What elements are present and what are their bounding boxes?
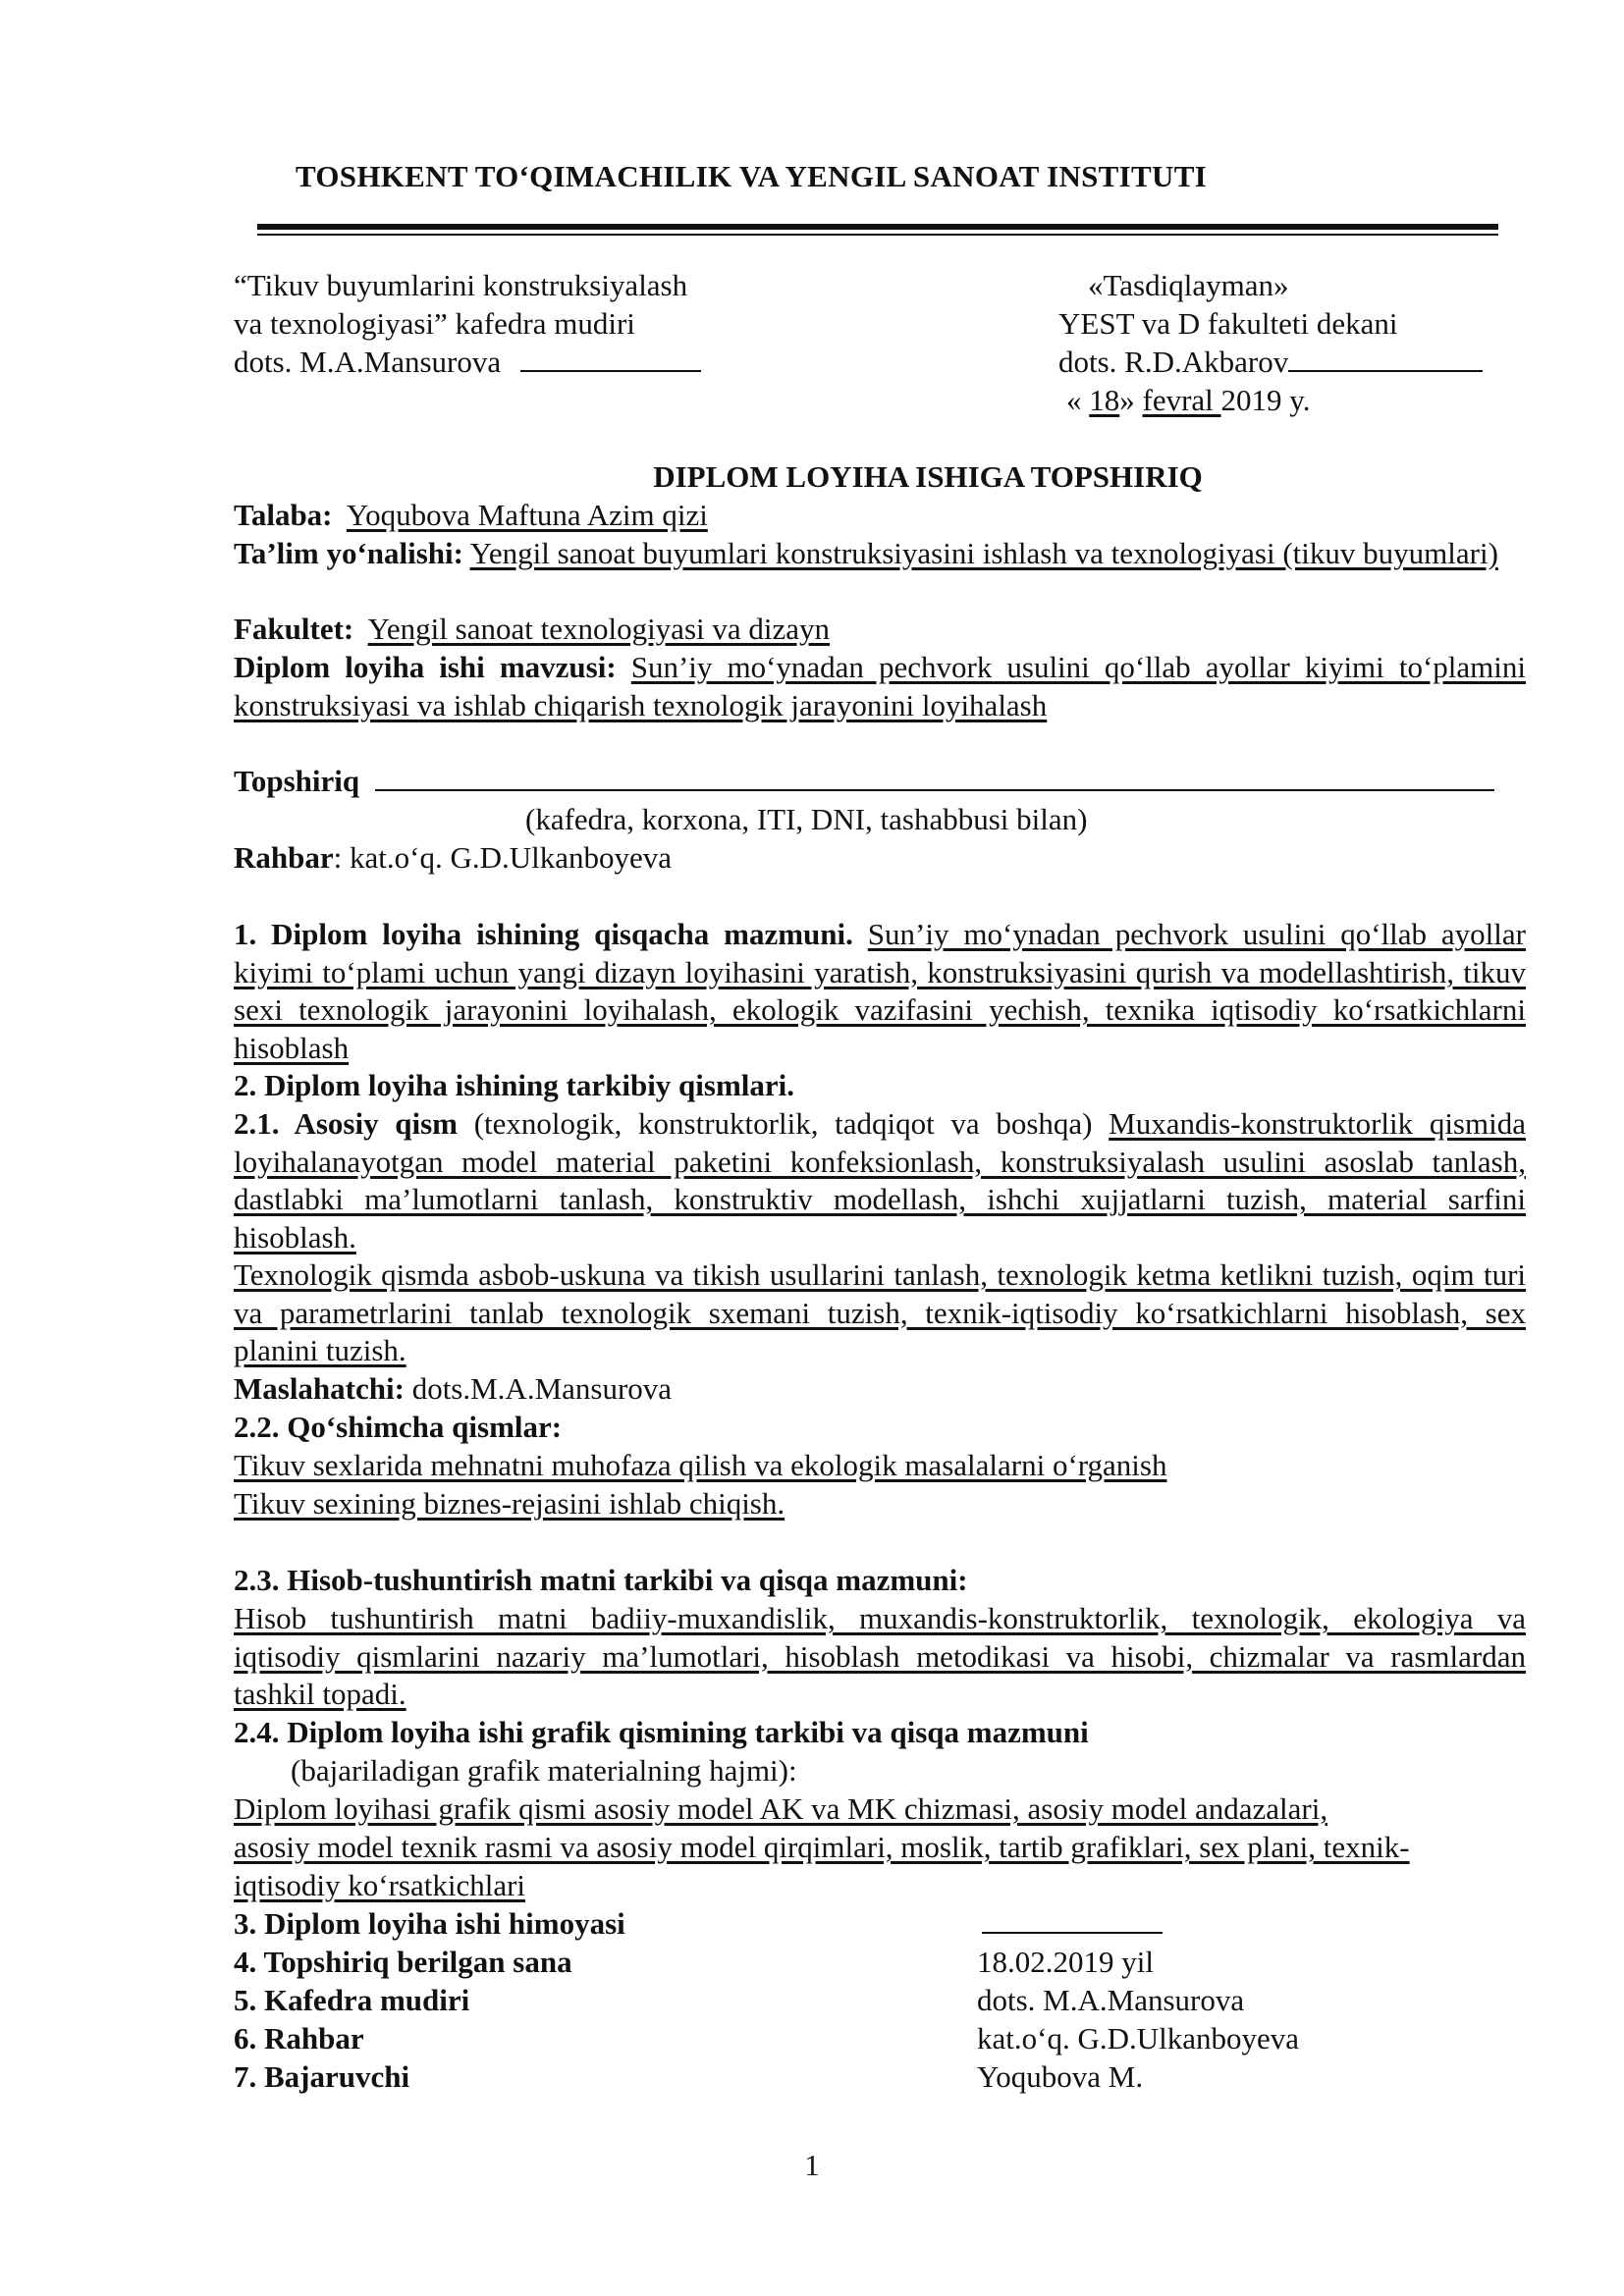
section-2-1-text: Muxandis-konstruktorlik qismida loyihalanayotgan model material paketini konfeksionlash, konstruksiyalash usulini asoslab tanlash, dastlabki ma’lumotlarni tanlash, konstruktiv modellash, ishchi xujjatlarni tuzish, material sarfini hisoblash. <box>234 1106 1526 1255</box>
item-3-value <box>982 1905 1163 1943</box>
supervisor-label: Rahbar <box>234 840 334 875</box>
assignment-blank <box>375 764 1494 791</box>
section-2-1-label: 2.1. Asosiy qism <box>234 1106 459 1141</box>
item-3-label: 3. Diplom loyiha ishi himoyasi <box>234 1906 625 1941</box>
section-1-text: Sun’iy mo‘ynadan pechvork usulini qo‘llab ayollar kiyimi to‘plami uchun yangi dizayn loyihasini yaratish, konstruksiyasini qurish va modellashtirish, tikuv sexi texnologik jarayonini loyihalash, ekologik vazifasini yechish, texnika iqtisodiy ko‘rsatkichlarni hisoblash <box>234 917 1526 1065</box>
section-2-2-line2: Tikuv sexining biznes-rejasini ishlab chiqish. <box>234 1486 785 1521</box>
student-row <box>234 497 708 534</box>
student-name: Yoqubova Maftuna Azim qizi <box>346 498 708 532</box>
section-1 <box>234 916 1526 1067</box>
item-6-label: 6. Rahbar <box>234 2021 364 2056</box>
assignment-row <box>234 763 1494 800</box>
section-2-1-tech-text: Texnologik qismda asbob-uskuna va tikish usullarini tanlash, texnologik ketma ketlikni tuzish, oqim turi va parametrlarini tanlab texnologik sxemani tuzish, texnik-iqtisodiy ko‘rsatkichlarni hisoblash, sex planini tuzish. <box>234 1257 1526 1367</box>
direction-value: Yengil sanoat buyumlari konstruksiyasini ishlash va texnologiyasi (tikuv buyumlari) <box>469 536 1498 570</box>
section-2-4-heading: 2.4. Diplom loyiha ishi grafik qismining tarkibi va qisqa mazmuni <box>234 1715 1089 1749</box>
item-7-value: Yoqubova M. <box>977 2059 1144 2094</box>
date-close-quote: » <box>1119 383 1143 417</box>
section-1-label: 1. Diplom loyiha ishining qisqacha mazmuni. <box>234 917 853 951</box>
item-6-value: kat.o‘q. G.D.Ulkanboyeva <box>977 2021 1299 2056</box>
assignment-note: (kafedra, korxona, ITI, DNI, tashabbusi bilan) <box>525 802 1088 836</box>
date-day: 18 <box>1089 383 1120 417</box>
page-number: 1 <box>804 2148 820 2182</box>
section-2-4-line2: asosiy model texnik rasmi va asosiy model qirqimlari, moslik, tartib grafiklari, sex plani, texnik- <box>234 1830 1410 1864</box>
faculty-label: Fakultet: <box>234 612 354 646</box>
right-block-signatory: dots. R.D.Akbarov <box>1058 345 1289 379</box>
student-label: Talaba: <box>234 498 333 532</box>
consultant-value: dots.M.A.Mansurova <box>404 1371 673 1406</box>
section-2-heading: 2. Diplom loyiha ishining tarkibiy qismlari. <box>234 1068 795 1102</box>
date-month: fevral <box>1142 383 1221 417</box>
approval-heading: «Tasdiqlayman» <box>1088 268 1289 302</box>
assignment-label: Topshiriq <box>234 764 360 798</box>
left-block-line3 <box>234 344 701 381</box>
section-2-2-line1: Tikuv sexlarida mehnatni muhofaza qilish va ekologik masalalarni o‘rganish <box>234 1448 1167 1482</box>
right-signature-blank <box>1288 345 1483 372</box>
document-title: DIPLOM LOYIHA ISHIGA TOPSHIRIQ <box>653 459 1203 494</box>
date-open-quote: « <box>1066 383 1090 417</box>
item-4-value: 18.02.2019 yil <box>977 1945 1154 1979</box>
topic-value: Sun’iy mo‘ynadan pechvork usulini qo‘llab ayollar kiyimi to‘plamini konstruksiyasi va ishlab chiqarish texnologik jarayonini loyihalash <box>234 650 1526 722</box>
right-block-line2: YEST va D fakulteti dekani <box>1058 306 1398 341</box>
item-5-value: dots. M.A.Mansurova <box>977 1983 1245 2017</box>
section-2-3-body <box>234 1600 1526 1714</box>
consultant-row <box>234 1370 672 1408</box>
left-block-signatory: dots. M.A.Mansurova <box>234 345 502 379</box>
right-block-line3 <box>1058 344 1483 381</box>
defense-date-blank <box>982 1906 1163 1934</box>
supervisor-value: : kat.o‘q. G.D.Ulkanboyeva <box>333 840 673 875</box>
section-2-4-note: (bajariladigan grafik materialning hajmi): <box>291 1753 797 1788</box>
section-2-3-text: Hisob tushuntirish matni badiiy-muxandislik, muxandis-konstruktorlik, texnologik, ekologiya va iqtisodiy qismlarini nazariy ma’lumotlari, hisoblash metodikasi va hisobi, chizmalar va rasmlardan tashkil topadi. <box>234 1601 1526 1711</box>
date-year: 2019 y. <box>1220 383 1311 417</box>
left-block-line2: va texnologiyasi” kafedra mudiri <box>234 306 635 341</box>
supervisor-row <box>234 839 672 877</box>
section-2-1-tech <box>234 1256 1526 1370</box>
faculty-row <box>234 611 830 648</box>
left-block-line1: “Tikuv buyumlarini konstruksiyalash <box>234 268 688 302</box>
direction-row <box>234 535 1526 573</box>
header-rule-thin <box>257 234 1498 236</box>
section-2-1 <box>234 1105 1526 1256</box>
institute-name: TOSHKENT TO‘QIMACHILIK VA YENGIL SANOAT INSTITUTI <box>295 159 1208 193</box>
item-4-label: 4. Topshiriq berilgan sana <box>234 1945 572 1979</box>
section-2-1-plain: (texnologik, konstruktorlik, tadqiqot va boshqa) <box>458 1106 1110 1141</box>
left-signature-blank <box>520 345 701 372</box>
section-2-4-line3: iqtisodiy ko‘rsatkichlari <box>234 1868 526 1902</box>
consultant-label: Maslahatchi: <box>234 1371 405 1406</box>
direction-label: Ta’lim yo‘nalishi: <box>234 536 463 570</box>
section-2-3-heading: 2.3. Hisob-tushuntirish matni tarkibi va qisqa mazmuni: <box>234 1563 968 1597</box>
section-2-4-line1: Diplom loyihasi grafik qismi asosiy model AK va MK chizmasi, asosiy model andazalari, <box>234 1791 1328 1826</box>
item-7-label: 7. Bajaruvchi <box>234 2059 410 2094</box>
section-2-2-heading: 2.2. Qo‘shimcha qismlar: <box>234 1410 563 1444</box>
approval-date <box>1066 382 1311 419</box>
topic-label: Diplom loyiha ishi mavzusi: <box>234 650 617 684</box>
header-rule-thick <box>257 224 1498 230</box>
topic-row <box>234 649 1526 724</box>
item-5-label: 5. Kafedra mudiri <box>234 1983 470 2017</box>
faculty-value: Yengil sanoat texnologiyasi va dizayn <box>367 612 831 646</box>
